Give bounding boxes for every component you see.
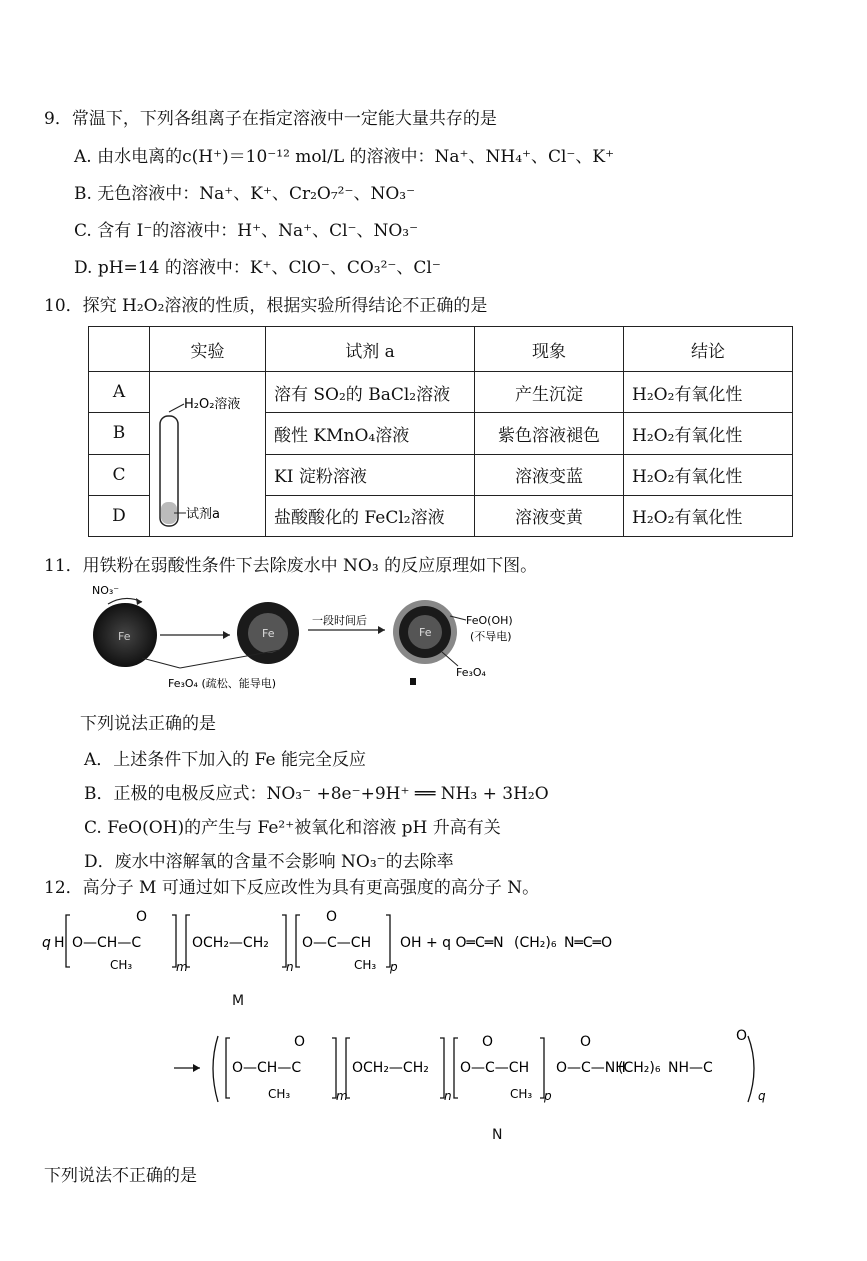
carbonyl-o: O — [736, 1028, 748, 1044]
subscript-q: q — [758, 1089, 766, 1103]
row-phenomenon: 溶液变黄 — [475, 495, 624, 536]
row-conclusion: H₂O₂有氧化性 — [624, 372, 793, 413]
hexamethylene-chain: (CH₂)₆ — [618, 1060, 661, 1076]
bracket — [186, 915, 190, 967]
fe-label: Fe — [419, 626, 432, 639]
diisocyanate-end: N═C═O — [564, 935, 613, 951]
row-id: A — [89, 372, 150, 413]
row-reagent: 溶有 SO₂的 BaCl₂溶液 — [266, 372, 475, 413]
bracket — [226, 1038, 230, 1098]
arrow-head — [223, 631, 230, 639]
q11-option-b: B．正极的电极反应式：NO₃⁻ +8e⁻+9H⁺ ══ NH₃ + 3H₂O — [84, 784, 549, 804]
fe3o4-label: Fe₃O₄ — [456, 666, 486, 679]
carbonyl-o: O — [326, 909, 338, 925]
tube-cell — [150, 372, 266, 537]
row-id: C — [89, 454, 150, 495]
fe-label: Fe — [118, 630, 131, 643]
bracket — [346, 1038, 350, 1098]
label-line — [142, 658, 180, 668]
tube-label-top: H₂O₂溶液 — [184, 397, 241, 412]
row-phenomenon: 紫色溶液褪色 — [475, 413, 624, 454]
q9-option-c: C. 含有 I⁻的溶液中：H⁺、Na⁺、Cl⁻、NO₃⁻ — [74, 221, 419, 241]
q9-option-d: D. pH=14 的溶液中：K⁺、ClO⁻、CO₃²⁻、Cl⁻ — [74, 258, 441, 278]
methyl-group: CH₃ — [354, 958, 377, 972]
subscript-n: n — [444, 1089, 452, 1103]
table-header-row — [89, 327, 793, 372]
subscript-p: p — [390, 960, 398, 974]
segment-lactic: O—CH—C — [72, 935, 142, 951]
q11-option-d: D．废水中溶解氧的含量不会影响 NO₃⁻的去除率 — [84, 852, 454, 872]
tube-label-bottom: 试剂a — [186, 507, 220, 522]
q12-sub-stem: 下列说法不正确的是 — [44, 1166, 197, 1186]
marker — [410, 678, 416, 685]
row-conclusion: H₂O₂有氧化性 — [624, 454, 793, 495]
arrow-head — [136, 598, 142, 605]
subscript-n: n — [286, 960, 294, 974]
bracket — [454, 1038, 458, 1098]
subscript-p: p — [544, 1089, 552, 1103]
feooh-note: (不导电) — [470, 630, 512, 643]
row-id: D — [89, 495, 150, 536]
row-reagent: 酸性 KMnO₄溶液 — [266, 413, 475, 454]
carbonyl-o: O — [136, 909, 148, 925]
row-id: B — [89, 413, 150, 454]
q9-option-a: A. 由水电离的c(H⁺)＝10⁻¹² mol/L 的溶液中：Na⁺、NH₄⁺、Cl⁻、K⁺ — [74, 147, 615, 167]
paren-left — [213, 1036, 218, 1102]
table-header-cell: 现象 — [475, 327, 624, 372]
table-header-cell: 实验 — [150, 327, 266, 372]
formula-n — [170, 1022, 770, 1112]
q10-stem: 10．探究 H₂O₂溶液的性质，根据实验所得结论不正确的是 — [44, 296, 488, 316]
table-header-cell: 试剂 a — [266, 327, 475, 372]
q11-stem: 11．用铁粉在弱酸性条件下去除废水中 NO₃ 的反应原理如下图。 — [44, 556, 538, 576]
diisocyanate-start: OH + q O═C═N — [400, 935, 504, 951]
label-line — [442, 652, 458, 666]
label-n: N — [492, 1127, 503, 1143]
experiment-table — [88, 326, 793, 537]
segment-lactic: O—CH—C — [232, 1060, 302, 1076]
table-header-cell — [89, 327, 150, 372]
q11-option-a: A．上述条件下加入的 Fe 能完全反应 — [84, 750, 367, 770]
methyl-group: CH₃ — [268, 1087, 291, 1101]
segment-glycol: OCH₂—CH₂ — [352, 1060, 429, 1076]
subscript-m: m — [176, 960, 188, 974]
segment-lactic-2: O—C—CH — [302, 935, 372, 951]
q9-option-b: B. 无色溶液中：Na⁺、K⁺、Cr₂O₇²⁻、NO₃⁻ — [74, 184, 416, 204]
subscript-m: m — [336, 1089, 348, 1103]
row-reagent: 盐酸酸化的 FeCl₂溶液 — [266, 495, 475, 536]
row-conclusion: H₂O₂有氧化性 — [624, 413, 793, 454]
methyl-group: CH₃ — [110, 958, 133, 972]
fe-label: Fe — [262, 627, 275, 640]
bracket — [296, 915, 300, 967]
row-phenomenon: 溶液变蓝 — [475, 454, 624, 495]
methyl-group: CH₃ — [510, 1087, 533, 1101]
arrow-head — [378, 626, 385, 634]
coefficient: q — [42, 935, 51, 951]
q9-stem: 9．常温下，下列各组离子在指定溶液中一定能大量共存的是 — [44, 109, 497, 129]
fe3o4-note: Fe₃O₄ (疏松、能导电) — [168, 677, 277, 690]
segment-lactic-2: O—C—CH — [460, 1060, 530, 1076]
test-tube-diagram — [150, 372, 265, 536]
arrow-head — [193, 1064, 200, 1072]
formula-m — [40, 905, 640, 985]
q11-option-c: C. FeO(OH)的产生与 Fe²⁺被氧化和溶液 pH 升高有关 — [84, 818, 501, 838]
carbonyl-o: O — [482, 1034, 494, 1050]
table-header-cell: 结论 — [624, 327, 793, 372]
row-conclusion: H₂O₂有氧化性 — [624, 495, 793, 536]
carbonyl-o: O — [580, 1034, 592, 1050]
arrow-label: 一段时间后 — [312, 614, 367, 627]
hexamethylene-chain: (CH₂)₆ — [514, 935, 557, 951]
label-line — [169, 404, 184, 412]
row-reagent: KI 淀粉溶液 — [266, 454, 475, 495]
carbonyl-o: O — [294, 1034, 306, 1050]
q11-sub-stem: 下列说法正确的是 — [80, 714, 216, 734]
q12-stem: 12．高分子 M 可通过如下反应改性为具有更高强度的高分子 N。 — [44, 878, 540, 898]
urethane-link: O—C—NH — [556, 1060, 626, 1076]
no3-label: NO₃⁻ — [92, 584, 120, 597]
segment-glycol: OCH₂—CH₂ — [192, 935, 269, 951]
iron-reaction-diagram — [80, 580, 520, 695]
hydrogen-end: H — [54, 935, 65, 951]
feooh-label: FeO(OH) — [466, 614, 513, 627]
urethane-end: NH—C — [668, 1060, 713, 1076]
table-row — [89, 372, 793, 413]
paren-right — [748, 1036, 754, 1102]
row-phenomenon: 产生沉淀 — [475, 372, 624, 413]
label-m: M — [232, 993, 245, 1009]
bracket — [66, 915, 70, 967]
